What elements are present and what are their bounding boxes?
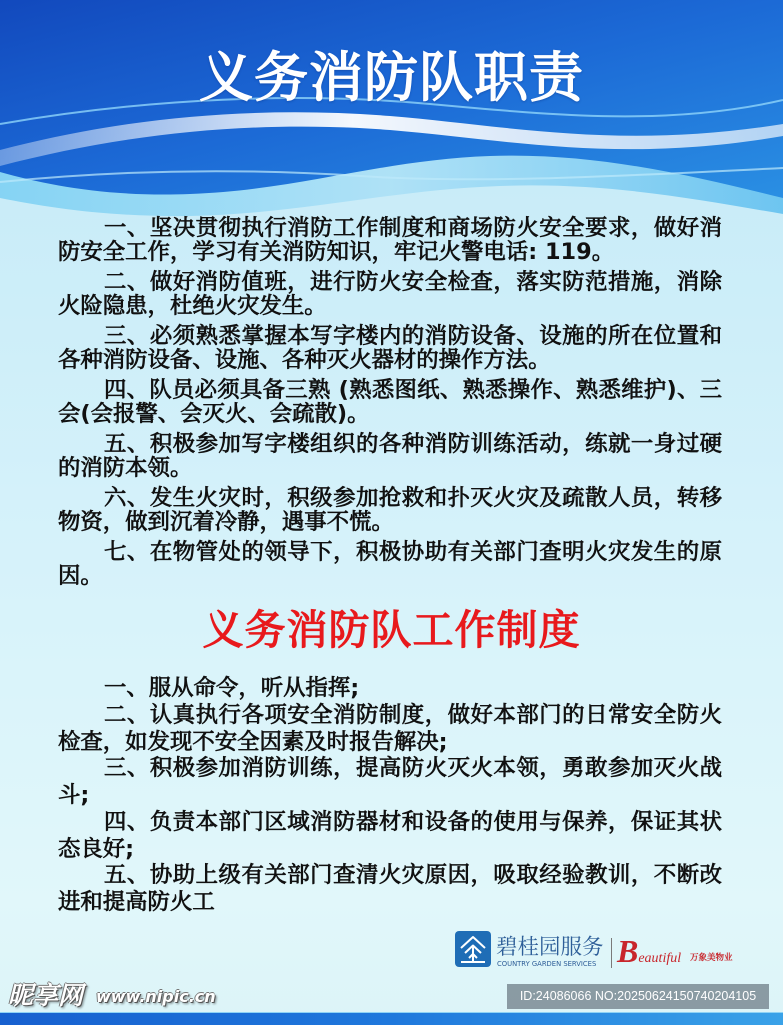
watermark-id-label: ID:24086066 NO:20250624150740204105 [507,984,769,1009]
duty-line: 各种消防设备、设施、各种灭火器材的操作方法。 [58,347,551,373]
duty-item [58,540,722,588]
rule-line: 态良好; [58,835,135,862]
rule-item [58,755,722,809]
duty-item [58,270,722,318]
rule-line: 三、积极参加消防训练，提高防火灭火本领，勇敢参加灭火战 [104,755,722,782]
rules-list [58,675,722,916]
brand-divider [611,938,612,968]
header-banner [0,0,783,230]
duties-list [58,216,722,594]
duty-line: 因。 [58,563,103,589]
duty-line: 一、坚决贯彻执行消防工作制度和商场防火安全要求，做好消 [104,215,722,241]
bottom-border [0,1012,783,1025]
duty-line: 三、必须熟悉掌握本写字楼内的消防设备、设施的所在位置和 [104,323,722,349]
duty-line: 六、发生火灾时，积级参加抢救和扑灭火灾及疏散人员，转移 [104,485,722,511]
rule-line: 进和提高防火工 [58,889,215,915]
duty-line: 火险隐患，杜绝火灾发生。 [58,293,327,319]
duty-item [58,324,722,372]
brand-english-name: COUNTRY GARDEN SERVICES [497,960,597,968]
rule-line: 五、协助上级有关部门查清火灾原因，吸取经验教训，不断改 [104,862,722,889]
rule-item [58,675,722,702]
rule-line: 检查，如发现不安全因素及时报告解决; [58,728,448,755]
duty-item [58,486,722,534]
watermark-site-name: 昵享网 [8,981,84,1010]
page-title: 义务消防队职责 [199,46,584,109]
duty-line: 防安全工作，学习有关消防知识，牢记火警电话: 119。 [58,239,615,265]
duty-item [58,216,722,264]
duty-item [58,378,722,426]
duty-line: 五、积极参加写字楼组织的各种消防训练活动，练就一身过硬 [104,431,722,457]
duty-line: 物资，做到沉着冷静，遇事不慌。 [58,509,394,535]
duty-item [58,432,722,480]
brand-name: 碧桂园服务 [496,935,604,960]
rule-line: 斗; [58,782,90,808]
country-garden-logo-icon [455,931,491,967]
rule-line: 四、负责本部门区域消防器材和设备的使用与保养，保证其状 [104,808,722,835]
duty-line: 七、在物管处的领导下，积极协助有关部门查明火灾发生的原 [104,539,722,565]
rule-item [58,809,722,863]
duty-line: 的消防本领。 [58,455,193,481]
duty-line: 四、队员必须具备三熟 (熟悉图纸、熟悉操作、熟悉维护)、三 [104,377,722,403]
rule-item [58,862,722,916]
rule-line: 二、认真执行各项安全消防制度，做好本部门的日常安全防火 [104,701,722,728]
partner-name: 万象美物业 [690,953,733,963]
rule-line: 一、服从命令，听从指挥; [104,675,360,701]
rule-item [58,702,722,756]
duty-line: 会(会报警、会灭火、会疏散)。 [58,401,370,427]
duty-line: 二、做好消防值班，进行防火安全检查，落实防范措施，消除 [104,269,722,295]
partner-script-logo: Beautiful [617,933,682,969]
section-subtitle: 义务消防队工作制度 [202,606,581,654]
watermark-site-url: www.nipic.cn [96,987,216,1006]
